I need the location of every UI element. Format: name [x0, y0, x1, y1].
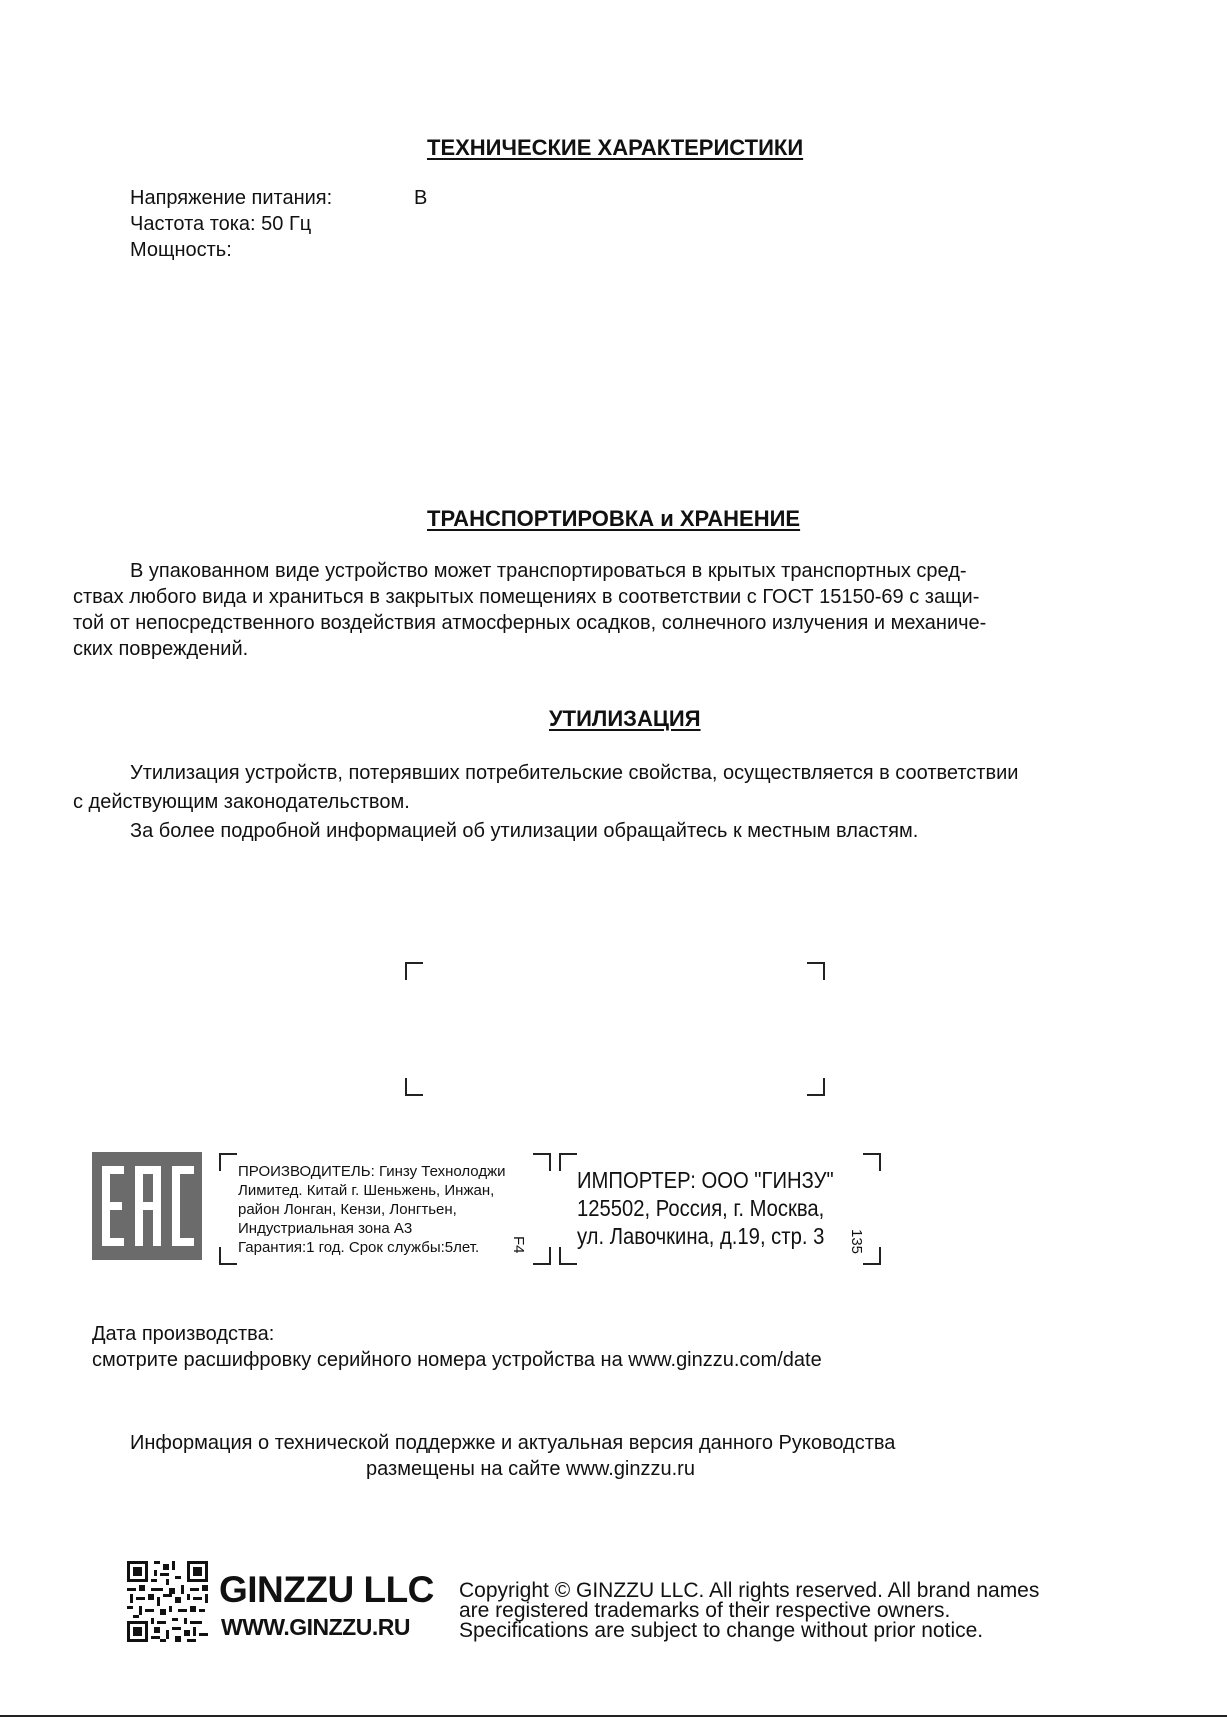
footer-brand: GINZZU LLC — [219, 1569, 434, 1610]
production-label: Дата производства: — [92, 1323, 275, 1345]
support-line-1: Информация о технической поддержке и актуальная версия данного Руководства — [130, 1432, 896, 1454]
importer-line: 125502, Россия, г. Москва, — [577, 1195, 825, 1221]
voltage-label: Напряжение питания: — [130, 187, 333, 209]
support-line-2: размещены на сайте www.ginzzu.ru — [366, 1458, 695, 1480]
manufacturer-line: Лимитед. Китай г. Шеньжень, Инжан, — [238, 1182, 495, 1199]
importer-line: ИМПОРТЕР: ООО "ГИНЗУ" — [577, 1167, 834, 1193]
qr-code-icon — [127, 1561, 208, 1642]
specs-heading: ТЕХНИЧЕСКИЕ ХАРАКТЕРИСТИКИ — [427, 135, 804, 160]
manufacturer-code: F4 — [510, 1236, 527, 1254]
transport-line: В упакованном виде устройство может транспортироваться в крытых транспортных сред- — [130, 560, 967, 582]
disposal-line: За более подробной информацией об утилизации обращайтесь к местным властям. — [130, 820, 919, 842]
voltage-unit: В — [414, 187, 428, 209]
copyright-line: are registered trademarks of their respective owners. — [459, 1599, 951, 1622]
manufacturer-line: Индустриальная зона А3 — [238, 1220, 413, 1237]
disposal-line: Утилизация устройств, потерявших потребительские свойства, осуществляется в соответствии — [130, 762, 1019, 784]
transport-heading: ТРАНСПОРТИРОВКА и ХРАНЕНИЕ — [427, 506, 801, 531]
frequency-line: Частота тока: 50 Гц — [130, 213, 312, 235]
eac-logo-icon — [92, 1152, 202, 1260]
power-label: Мощность: — [130, 239, 232, 261]
transport-line: той от непосредственного воздействия атмосферных осадков, солнечного излучения и механиче- — [73, 612, 987, 634]
bottom-rule — [0, 1715, 1227, 1717]
manufacturer-line: Гарантия:1 год. Срок службы:5лет. — [238, 1239, 480, 1256]
copyright-line: Specifications are subject to change without prior notice. — [459, 1619, 984, 1642]
copyright-line: Copyright © GINZZU LLC. All rights reserved. All brand names — [459, 1579, 1040, 1602]
transport-paragraph — [73, 558, 1113, 662]
production-text: смотрите расшифровку серийного номера устройства на www.ginzzu.com/date — [92, 1349, 822, 1371]
footer-copyright — [459, 1581, 1039, 1641]
footer-site: WWW.GINZZU.RU — [221, 1614, 410, 1640]
transport-line: ствах любого вида и храниться в закрытых помещениях в соответствии с ГОСТ 15150-69 с защи- — [73, 586, 980, 608]
manufacturer-line: район Лонган, Кензи, Лонгтьен, — [238, 1201, 457, 1218]
importer-text — [577, 1166, 834, 1250]
disposal-heading: УТИЛИЗАЦИЯ — [549, 706, 701, 731]
importer-line: ул. Лавочкина, д.19, стр. 3 — [577, 1223, 825, 1249]
disposal-line: с действующим законодательством. — [73, 791, 410, 813]
manufacturer-text — [238, 1162, 533, 1257]
importer-code: 135 — [848, 1229, 865, 1255]
manufacturer-line: ПРОИЗВОДИТЕЛЬ: Гинзу Технолоджи — [238, 1163, 506, 1180]
transport-line: ских повреждений. — [73, 638, 249, 660]
disposal-paragraph — [73, 759, 1153, 846]
